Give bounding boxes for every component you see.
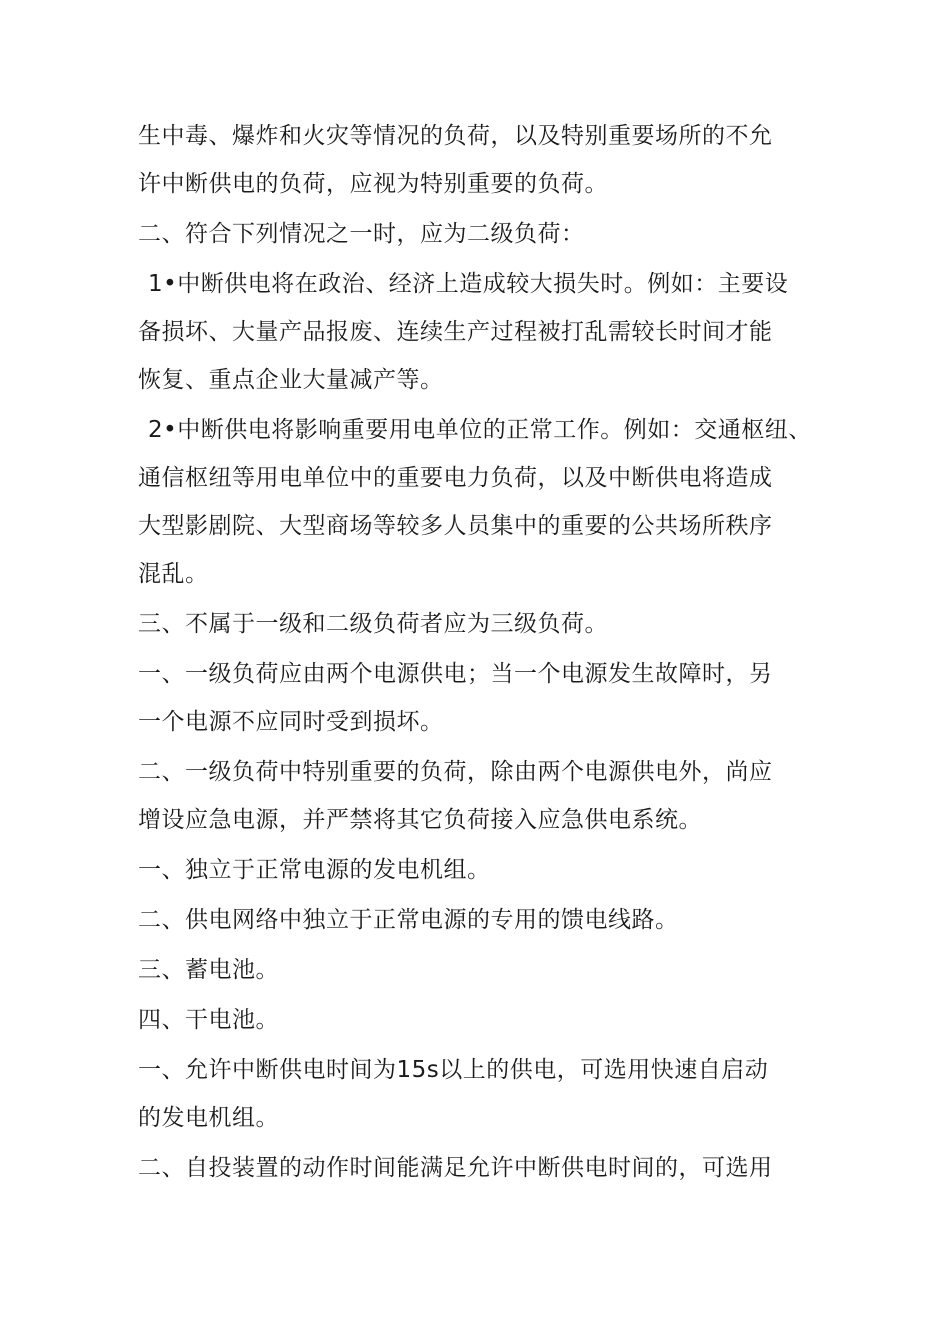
text-line: 一、一级负荷应由两个电源供电；当一个电源发生故障时，另 xyxy=(138,661,773,687)
text-line: 二、自投装置的动作时间能满足允许中断供电时间的，可选用 xyxy=(138,1155,773,1181)
text-line: 三、不属于一级和二级负荷者应为三级负荷。 xyxy=(138,611,608,637)
text-line: 大型影剧院、大型商场等较多人员集中的重要的公共场所秩序 xyxy=(138,513,773,539)
text-line: 通信枢纽等用电单位中的重要电力负荷，以及中断供电将造成 xyxy=(138,465,773,491)
text-line: 2•中断供电将影响重要用电单位的正常工作。例如：交通枢纽、 xyxy=(148,417,812,443)
text-line: 1•中断供电将在政治、经济上造成较大损失时。例如：主要设 xyxy=(148,271,789,297)
text-line: 二、一级负荷中特别重要的负荷，除由两个电源供电外，尚应 xyxy=(138,759,773,785)
text-line: 恢复、重点企业大量减产等。 xyxy=(138,367,444,393)
text-line: 生中毒、爆炸和火灾等情况的负荷，以及特别重要场所的不允 xyxy=(138,123,773,149)
text-line: 二、符合下列情况之一时，应为二级负荷： xyxy=(138,221,585,247)
text-line: 备损坏、大量产品报废、连续生产过程被打乱需较长时间才能 xyxy=(138,319,773,345)
text-line: 四、干电池。 xyxy=(138,1007,279,1033)
text-line: 的发电机组。 xyxy=(138,1105,279,1131)
text-line: 增设应急电源，并严禁将其它负荷接入应急供电系统。 xyxy=(138,807,702,833)
text-line: 混乱。 xyxy=(138,561,209,587)
text-line: 二、供电网络中独立于正常电源的专用的馈电线路。 xyxy=(138,907,679,933)
text-line: 许中断供电的负荷，应视为特别重要的负荷。 xyxy=(138,171,608,197)
text-line: 一个电源不应同时受到损坏。 xyxy=(138,709,444,735)
text-line: 一、允许中断供电时间为15s以上的供电，可选用快速自启动 xyxy=(138,1057,769,1083)
document-body xyxy=(138,112,838,1192)
text-line: 一、独立于正常电源的发电机组。 xyxy=(138,857,491,883)
text-line: 三、蓄电池。 xyxy=(138,957,279,983)
